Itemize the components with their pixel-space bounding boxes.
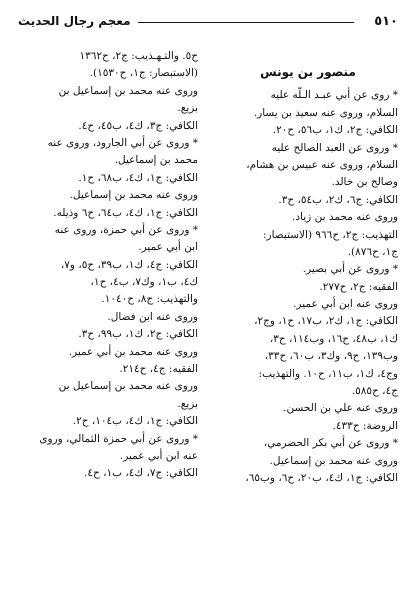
text-line: وروى عنه محمد بن إسماعيل. <box>69 189 198 202</box>
text-line: * وروى عن أبي الجارود، وروى عنه <box>47 136 198 149</box>
text-line: وروى عنه محمد بن زياد. <box>292 211 398 224</box>
text-line: الكافي: ج٣، ك٤، ب٤٥، ح٤. <box>78 119 198 132</box>
page-header <box>18 14 398 36</box>
text-line: * وروى عن أبي حمزة، وروى عنه <box>54 223 198 236</box>
text-line: * وروى عن أبي حمزة الثمالي، وروى <box>39 432 198 445</box>
text-line: وصالح بن خالد. <box>331 176 398 189</box>
text-line: وروى عنه محمد بن إسماعيل بن <box>58 380 198 393</box>
text-line: الكافي: ج١، ك٢، ب١٧، ح١، وج٢، <box>254 315 398 328</box>
text-line: * وروى عن أبي بكر الحضرمي، <box>263 437 398 450</box>
text-line: وروى عنه محمد بن إسماعيل بن <box>58 84 198 97</box>
text-line: الفقيه: ج٢، ح٢٧٧. <box>319 280 398 293</box>
text-line: بزيع. <box>177 102 198 115</box>
text-line: وروى عنه ابن فضال. <box>107 310 198 323</box>
text-line: عنه ابن أبي عمير. <box>119 449 198 462</box>
entry-heading: منصور بن يونس <box>260 65 356 79</box>
text-line: التهذيب: ج٢، ح٩٦٦ (الاستبصار: <box>263 228 398 241</box>
text-line: ج٤، ح٥٨٥. <box>351 385 398 398</box>
page-number: ٥١٠ <box>374 14 398 29</box>
text-columns <box>18 48 398 602</box>
header-rule <box>138 22 354 23</box>
text-line: وروى عنه علي بن الحسن. <box>283 402 398 415</box>
left-column <box>18 48 198 483</box>
text-line: * روى عن أبي عبـد الـلّه عليه <box>270 89 398 102</box>
text-line: وروى عنه محمد بن أبي عمير. <box>68 345 198 358</box>
text-line: (الاستبصار: ج١، ح١٥٣٠). <box>89 67 198 80</box>
text-line: الكافي: ج٧، ك٤، ب١، ح٤. <box>84 467 198 480</box>
text-line: الكافي: ج١، ك٤، ب٦٨، ح١. <box>78 171 198 184</box>
right-column-lines <box>218 87 398 487</box>
text-line: ح٥. والتـهـذيب: ج٢، ح١٣٦٢ <box>79 50 198 62</box>
text-line: السلام، وروى عنه عبيس بن هشام، <box>246 158 398 171</box>
text-line: محمد بن إسماعيل. <box>114 154 198 167</box>
running-title: معجم رجال الحديث <box>18 14 131 28</box>
text-line: الكافي: ج٢، ك١، ب٥٦، ح٢٠. <box>272 124 398 137</box>
text-line: الكافي: ج٦، ك٢، ب٥٤، ح٣. <box>278 193 398 206</box>
right-column <box>218 48 398 487</box>
text-line: الفقيه: ج٤، ح٢١٤. <box>119 363 198 376</box>
text-line: وروى عنه محمد بن إسماعيل. <box>269 454 398 467</box>
text-line: ج١، ح٨٧٦). <box>347 245 398 258</box>
text-line: ك٤، ب١، وك٧، ب٤، ح١، <box>90 276 198 289</box>
text-line: الكافي: ج١، ك٤، ب٢٠، ح٦، وب٦٥، <box>245 471 398 484</box>
text-line: * وروى عن العبد الصالح عليه <box>271 141 398 154</box>
text-line: وب١٣٩، ح٩، وك٣، ب٦٠، ح٣٣، <box>264 350 398 363</box>
text-line: السلام، وروى عنه سعيد بن يسار. <box>253 106 398 119</box>
text-line: بزيع. <box>177 397 198 410</box>
text-line: وروى عنه ابن أبي عمير. <box>293 298 398 311</box>
text-line: والتهذيب: ج٨، ح١٠٤٠. <box>101 293 198 306</box>
text-line: * وروى عن أبي بصير. <box>302 263 398 276</box>
text-line: ك١، ب٤٨، ح١٦، وب١١٤، ح٣، <box>269 332 398 345</box>
text-line: وج٤، ك١، ب١١، ح١٠. والتهذيب: <box>258 367 398 380</box>
text-line: الكافي: ج١، ك٤، ب١٠٤، ح٢. <box>72 415 198 428</box>
text-line: الروضة: ح٤٣٣. <box>332 419 398 432</box>
text-line: الكافي: ج٤، ك١، ب٣٩، ح٥، و٧، <box>60 258 198 271</box>
text-line: ابن أبي عمير. <box>138 241 198 254</box>
text-line: الكافي: ج٢، ك١، ب٩٩، ح٣. <box>78 328 198 341</box>
left-column-lines <box>18 48 198 483</box>
text-line: الكافي: ج١، ك٤، ب٦٤، ح٦ وذيله. <box>53 206 198 219</box>
